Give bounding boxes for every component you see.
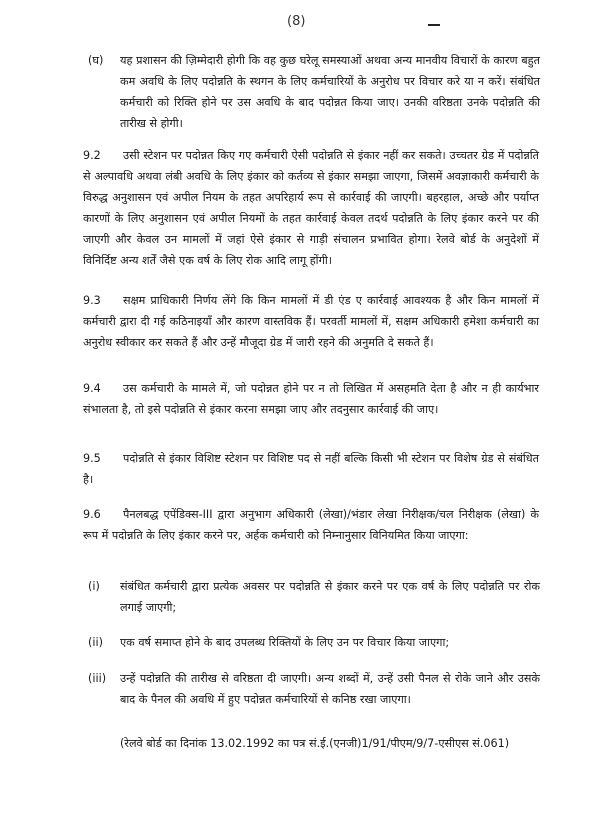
page-number: (8) [287,14,306,29]
sub-item-label-ii: (ii) [88,636,103,649]
sub-item-text-i: संबंधित कर्मचारी द्वारा प्रत्येक अवसर पर पदोन्नति से इंकार करने पर एक वर्ष के लिए पदोन्नति पर रोक लगाई जाएगी; [120,580,540,614]
paragraph-label-9-4: 9.4 [83,382,101,395]
paragraph-label-9-2: 9.2 [83,149,101,162]
paragraph-text-9-3: सक्षम प्राधिकारी निर्णय लेंगे कि किन मामलों में डी एंड ए कार्रवाई आवश्यक है और किन मामलों में कर्मचारी द्वारा दी गई कठिनाइयाँ और कारण वास्तविक हैं। परवर्ती मामलों में, सक्षम अधिकारी हमेशा कर्मचारी का अनुरोध स्वीकार कर सकते हैं और उन्हें मौजूदा ग्रेड में जारी रहने की अनुमति दे सकते हैं। [83,294,539,349]
paragraph-label-9-6: 9.6 [83,508,101,521]
sub-item-text-iii: उन्हें पदोन्नति की तारीख से वरिष्ठता दी जाएगी। अन्य शब्दों में, उन्हें उसी पैनल से रोके जाने और उसके बाद के पैनल की अवधि में हुए पदोन्नत कर्मचारियों से कनिष्ठ रखा जाएगा। [120,672,540,706]
item-text-gh: यह प्रशासन की ज़िम्मेदारी होगी कि वह कुछ घरेलू समस्याओं अथवा अन्य मानवीय विचारों के कारण बहुत कम अवधि के लिए पदोन्नति के स्थगन के लिए कर्मचारियों के अनुरोध पर विचार करे या न करें। संबंधित कर्मचारी को रिक्ति होने पर उस अवधि के बाद पदोन्नत किया जाए। उनकी वरिष्ठता उनके पदोन्नति की तारीख से होगी। [120,54,540,130]
paragraph-9-2 [83,145,539,271]
paragraph-9-6 [83,504,539,546]
paragraph-9-4 [83,378,539,420]
item-label-gh: (घ) [88,54,104,67]
paragraph-text-9-5: पदोन्नति से इंकार विशिष्ट स्टेशन पर विशिष्ट पद से नहीं बल्कि किसी भी स्टेशन पर विशेष ग्रेड से संबंधित है। [83,452,539,486]
paragraph-9-3 [83,290,539,353]
paragraph-text-9-4: उस कर्मचारी के मामले में, जो पदोन्नत होने पर न तो लिखित में असहमति देता है और न ही कार्यभार संभालता है, तो इसे पदोन्नति से इंकार करना समझा जाए और तदनुसार कार्रवाई की जाए। [83,382,539,416]
handwritten-dash-mark [428,24,440,26]
paragraph-text-9-2: उसी स्टेशन पर पदोन्नत किए गए कर्मचारी ऐसी पदोन्नति से इंकार नहीं कर सकते। उच्चतर ग्रेड में पदोन्नति से अल्पावधि अथवा लंबी अवधि के लिए इंकार को कर्तव्य से इंकार समझा जाएगा, जिसमें अवज्ञाकारी कर्मचारी के विरुद्ध अनुशासन एवं अपील नियम के तहत अपरिहार्य रूप से कार्रवाई की जाएगी। बहरहाल, अच्छे और पर्याप्त कारणों के लिए अनुशासन एवं अपील नियमों के तहत कार्रवाई केवल तदर्थ पदोन्नति के लिए इंकार करने पर की जाएगी और केवल उन मामलों में जहां ऐसे इंकार से गाड़ी संचालन प्रभावित होगा। रेलवे बोर्ड के अनुदेशों में विनिर्दिष्ट अन्य शर्तें जैसे एक वर्ष के लिए रोक आदि लागू होंगी। [83,149,539,267]
paragraph-9-5 [83,448,539,490]
sub-item-label-iii: (iii) [88,672,107,685]
sub-item-label-i: (i) [88,580,100,593]
paragraph-label-9-3: 9.3 [83,294,101,307]
reference-citation: (रेलवे बोर्ड का दिनांक 13.02.1992 का पत्र सं.ई.(एनजी)1/91/पीएम/9/7-एसीएस सं.061) [120,737,510,750]
paragraph-label-9-5: 9.5 [83,452,101,465]
sub-item-text-ii: एक वर्ष समाप्त होने के बाद उपलब्ध रिक्तियों के लिए उन पर विचार किया जाएगा; [120,636,450,649]
paragraph-text-9-6: पैनलबद्ध एपेंडिक्स-III द्वारा अनुभाग अधिकारी (लेखा)/भंडार लेखा निरीक्षक/चल निरीक्षक (लेखा) के रूप में पदोन्नति के लिए इंकार करने पर, अर्हक कर्मचारी को निम्नानुसार विनियमित किया जाएगा: [83,508,539,542]
